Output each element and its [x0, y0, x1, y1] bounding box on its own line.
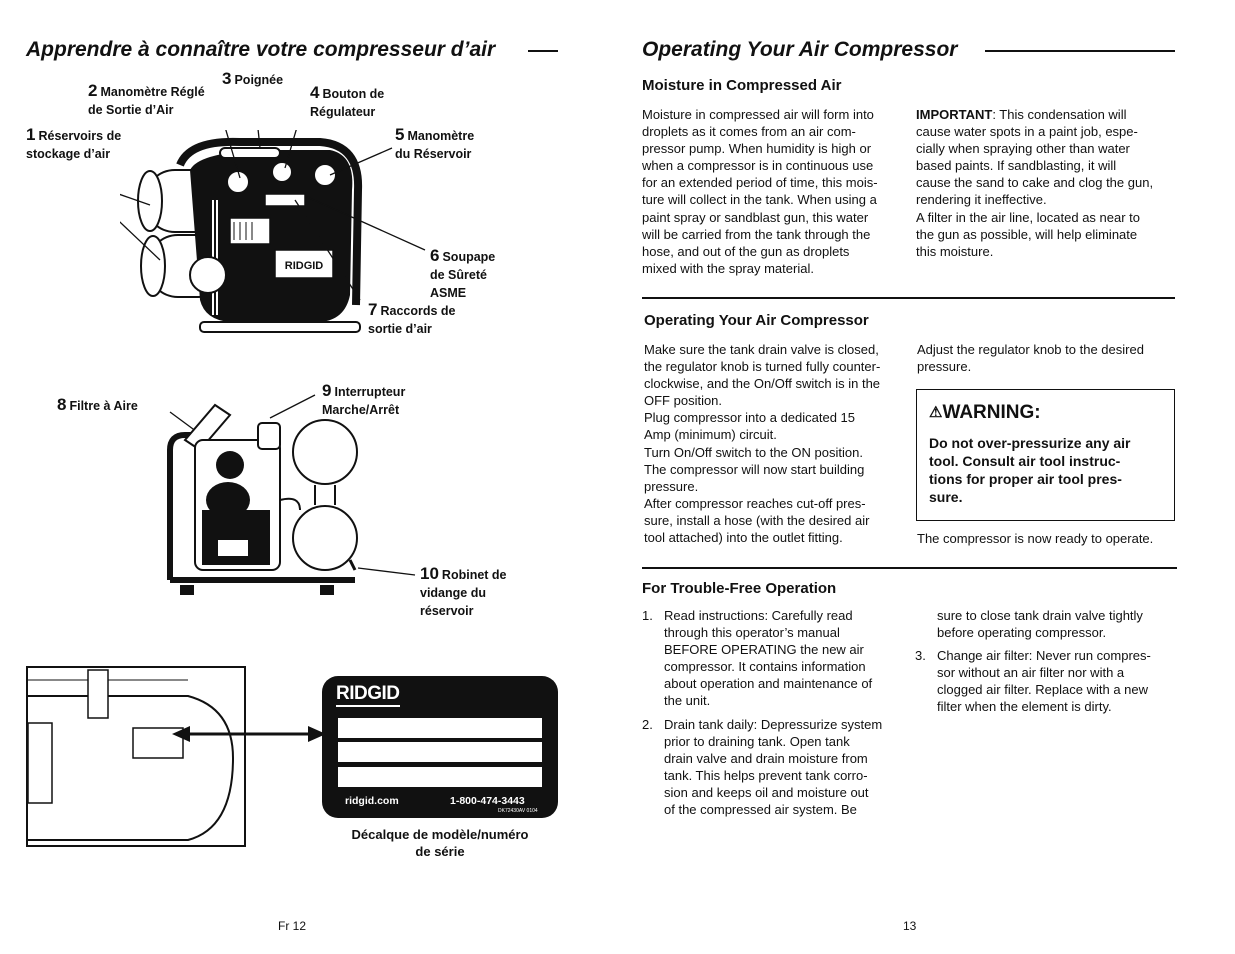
- operating-col2-top: Adjust the regulator knob to the desired pressure.: [917, 342, 1144, 375]
- decal-field-3: [338, 767, 542, 787]
- section-rule: [642, 297, 1175, 299]
- warning-title: ⚠WARNING:: [929, 402, 1041, 423]
- decal-phone: 1-800-474-3443: [450, 795, 525, 807]
- label-4: 4 Bouton de Régulateur: [310, 83, 385, 119]
- warning-body: Do not over-pressurize any air tool. Consult air tool instruc- tions for proper air tool pres- sure.: [929, 435, 1131, 505]
- right-page-title: Operating Your Air Compressor: [642, 38, 958, 61]
- right-page-number: 13: [903, 919, 917, 933]
- moisture-heading: Moisture in Compressed Air: [642, 77, 842, 94]
- decal-location-drawing: [28, 668, 246, 847]
- warning-box: [916, 389, 1175, 521]
- important-label: IMPORTANT: [916, 107, 993, 122]
- left-page-title: Apprendre à connaître votre compresseur d’air: [26, 38, 496, 61]
- title-rule: [985, 50, 1175, 52]
- model-serial-decal: [322, 676, 558, 818]
- compressor-front-illustration: [120, 130, 450, 345]
- decal-field-1: [338, 718, 542, 738]
- trouble-list-col2: [915, 607, 1183, 716]
- label-8: 8 Filtre à Aire: [57, 395, 138, 414]
- svg-text:RIDGID: RIDGID: [284, 260, 324, 272]
- decal-caption: Décalque de modèle/numéro de série: [351, 827, 529, 859]
- operating-col1: Make sure the tank drain valve is closed, the regulator knob is turned fully counter- clockwise, and the On/Off switch is in the OFF position. Plug compressor into a dedicated 15 Amp (minimum) circuit. Turn On/Off switch to the ON position. The compressor will now start building pressure. After compressor reaches cut-off pres- sure, install a hose (with the desired air tool attached) into the outlet fitting.: [644, 342, 881, 546]
- trouble-heading: For Trouble-Free Operation: [642, 580, 837, 597]
- label-6: 6 Soupape de Sûreté ASME: [430, 246, 496, 300]
- decal-brand-logo: RIDGID: [336, 684, 400, 707]
- section-rule: [642, 567, 1177, 569]
- decal-website: ridgid.com: [345, 795, 399, 807]
- label-9: 9 Interrupteur Marche/Arrêt: [322, 381, 406, 417]
- label-2: 2 Manomètre Réglé de Sortie d’Air: [88, 81, 205, 117]
- left-page-number: Fr 12: [278, 919, 307, 933]
- label-5: 5 Manomètre du Réservoir: [395, 125, 475, 161]
- moisture-col1: Moisture in compressed air will form into droplets as it comes from an air com- pressor pump. When humidity is high or when a compressor is in continuous use for an extended period of time, this mois- ture will collect in the tank. When using a paint spray or sandblast gun, this water will be carried from the tank through the hose, and out of the gun as droplets mixed with the spray material.: [642, 107, 878, 276]
- decal-code: DK72430AV 0104: [498, 808, 538, 814]
- label-3: 3 Poignée: [222, 69, 284, 88]
- decal-field-2: [338, 742, 542, 762]
- warning-triangle-icon: ⚠: [929, 404, 943, 421]
- list-item: 1. Read instructions: Carefully read through this operator’s manual BEFORE OPERATING the new air compressor. It contains information about operation and maintenance of the unit.: [642, 608, 873, 709]
- moisture-col2: IMPORTANT: This condensation will cause water spots in a paint job, espe- cially when spraying other than water based paints. If sandblasting, it will cause the sand to cake and clog the gun, rendering it ineffective. A filter in the air line, located as near to the gun as possible, will help eliminate this moisture.: [916, 107, 1154, 259]
- title-rule: [528, 50, 558, 52]
- list-item: 3. Change air filter: Never run compres- sor without an air filter nor with a clogged air filter. Replace with a new filter when the element is dirty.: [915, 648, 1151, 715]
- label-10: 10 Robinet de vidange du réservoir: [420, 564, 507, 618]
- compressor-side-illustration: [140, 390, 440, 600]
- operating-heading: Operating Your Air Compressor: [644, 312, 869, 329]
- trouble-list-col1: [642, 607, 910, 818]
- label-1: 1 Réservoirs de stockage d’air: [26, 125, 122, 161]
- decal-location-sketch: [26, 666, 246, 847]
- list-item: 2. Drain tank daily: Depressurize system prior to draining tank. Open tank drain valve and drain moisture from tank. This helps prevent tank corro- sion and keeps oil and moisture out of the compressed air system. Be: [642, 716, 883, 818]
- double-arrow-icon: [172, 724, 326, 744]
- list-item: sure to close tank drain valve tightly before operating compressor.: [937, 608, 1143, 641]
- label-7: 7 Raccords de sortie d’air: [368, 300, 456, 336]
- operating-col2-bottom: The compressor is now ready to operate.: [917, 531, 1154, 546]
